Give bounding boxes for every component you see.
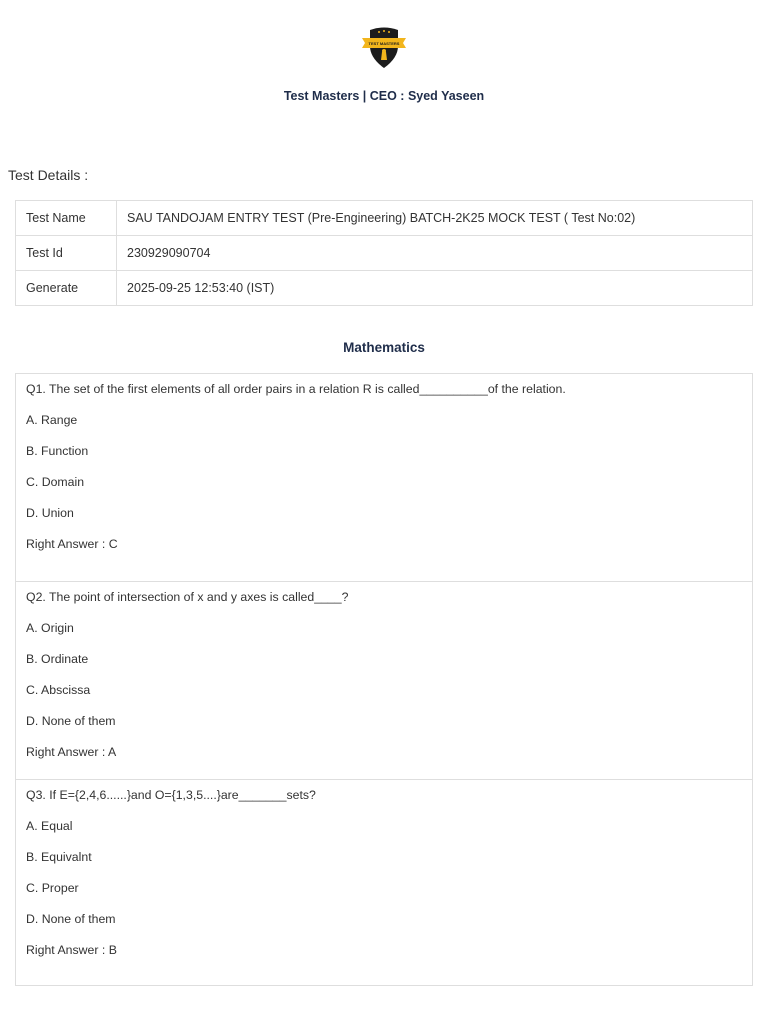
test-id-value: 230929090704 [117,236,753,271]
option-c: C. Abscissa [26,683,91,697]
option-b: B. Equivalnt [26,850,92,864]
test-details-table [15,200,753,306]
question-text: Q1. The set of the first elements of all order pairs in a relation R is called__________of the relation. [26,382,566,396]
generate-key: Generate [16,271,117,306]
table-row [16,236,753,271]
test-masters-logo [358,24,410,72]
question-block-3 [16,779,752,985]
questions-list [15,373,753,986]
test-details-label: Test Details : [8,167,89,183]
logo-text: TEST MASTERS [368,41,400,46]
right-answer: Right Answer : C [26,537,118,551]
option-a: A. Equal [26,819,73,833]
org-title: Test Masters | CEO : Syed Yaseen [283,89,485,103]
right-answer: Right Answer : B [26,943,117,957]
option-c: C. Proper [26,881,79,895]
option-c: C. Domain [26,475,85,489]
option-b: B. Ordinate [26,652,89,666]
option-d: D. None of them [26,714,116,728]
option-b: B. Function [26,444,89,458]
option-a: A. Origin [26,621,74,635]
right-answer: Right Answer : A [26,745,117,759]
question-block-2 [16,581,752,779]
question-text: Q3. If E={2,4,6......}and O={1,3,5....}are_______sets? [26,788,316,802]
option-d: D. None of them [26,912,116,926]
question-block-1 [16,374,752,581]
generate-value: 2025-09-25 12:53:40 (IST) [117,271,753,306]
option-d: D. Union [26,506,74,520]
test-name-key: Test Name [16,201,117,236]
header [0,24,768,77]
test-name-value: SAU TANDOJAM ENTRY TEST (Pre-Engineering) BATCH-2K25 MOCK TEST ( Test No:02) [117,201,753,236]
option-a: A. Range [26,413,78,427]
subject-title: Mathematics [343,340,425,355]
question-text: Q2. The point of intersection of x and y axes is called____? [26,590,349,604]
table-row [16,201,753,236]
test-id-key: Test Id [16,236,117,271]
table-row [16,271,753,306]
